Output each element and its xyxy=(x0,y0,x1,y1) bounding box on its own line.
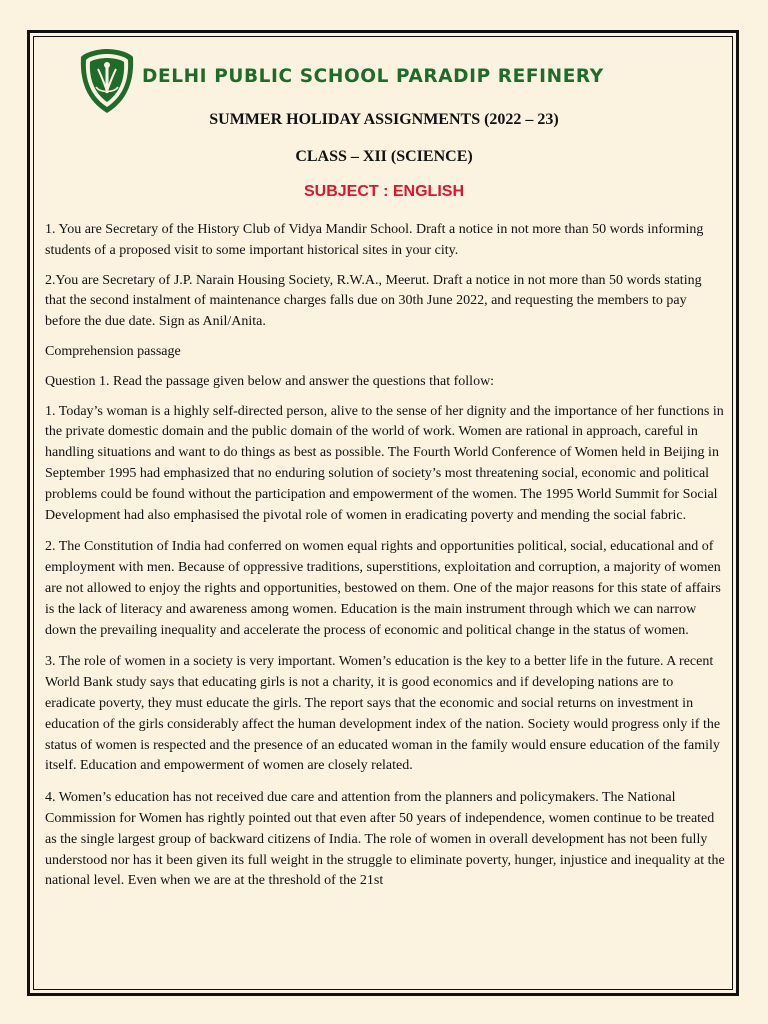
document-body xyxy=(45,220,725,892)
school-name: DELHI PUBLIC SCHOOL PARADIP REFINERY xyxy=(142,66,604,87)
comprehension-question-heading: Question 1. Read the passage given below and answer the questions that follow: xyxy=(45,373,495,389)
assignment-title: SUMMER HOLIDAY ASSIGNMENTS (2022 – 23) xyxy=(209,111,559,128)
class-line: CLASS – XII (SCIENCE) xyxy=(295,148,473,165)
question-1: 1. You are Secretary of the History Club of Vidya Mandir School. Draft a notice in not more than 50 words informing students of a proposed visit to some important historical sites in your city. xyxy=(45,222,704,258)
question-2: 2.You are Secretary of J.P. Narain Housing Society, R.W.A., Meerut. Draft a notice in not more than 50 words stating that the second instalment of maintenance charges falls due on 30th June 2022, and requesting the members to pay before the due date. Sign as Anil/Anita. xyxy=(45,272,702,330)
subject-heading: SUBJECT : ENGLISH xyxy=(303,183,464,200)
passage-paragraph-3: 3. The role of women in a society is very important. Women’s education is the key to a better life in the future. A recent World Bank study says that educating girls is not a charity, it is good economics and if developing nations are to eradicate poverty, they must educate the girls. The report says that the economic and social returns on investment in education of the girls considerably affect the human development index of the nation. Society would progress only if the status of women is respected and the presence of an educated woman in the family would ensure education of the family itself. Education and empowerment of women are closely related. xyxy=(45,654,721,774)
school-logo-icon xyxy=(78,47,136,115)
comprehension-label: Comprehension passage xyxy=(45,343,181,359)
passage-paragraph-2: 2. The Constitution of India had conferred on women equal rights and opportunities political, social, educational and of employment with men. Because of oppressive traditions, superstitions, exploitation and corruption, a majority of women are not allowed to enjoy the rights and opportunities, bestowed on them. One of the major reasons for this state of affairs is the lack of literacy and awareness among women. Education is the main instrument through which we can narrow down the prevailing inequality and accelerate the process of economic and political change in the status of women. xyxy=(45,539,721,638)
passage-paragraph-4: 4. Women’s education has not received due care and attention from the planners and policymakers. The National Commission for Women has rightly pointed out that even after 50 years of independence, women continue to be treated as the single largest group of backward citizens of India. The role of women in overall development has not been fully understood nor has it been given its full weight in the struggle to eliminate poverty, hunger, injustice and inequality at the national level. Even when we are at the threshold of the 21st xyxy=(45,790,725,889)
passage-paragraph-1: 1. Today’s woman is a highly self-directed person, alive to the sense of her dignity and the importance of her functions in the private domestic domain and the public domain of the world of work. Women are rational in approach, careful in handling situations and want to do things as best as possible. The Fourth World Conference of Women held in Beijing in September 1995 had emphasized that no enduring solution of society’s most threatening social, economic and political problems could be found without the participation and empowerment of the women. The 1995 World Summit for Social Development had also emphasised the pivotal role of women in eradicating poverty and mending the social fabric. xyxy=(45,403,724,523)
